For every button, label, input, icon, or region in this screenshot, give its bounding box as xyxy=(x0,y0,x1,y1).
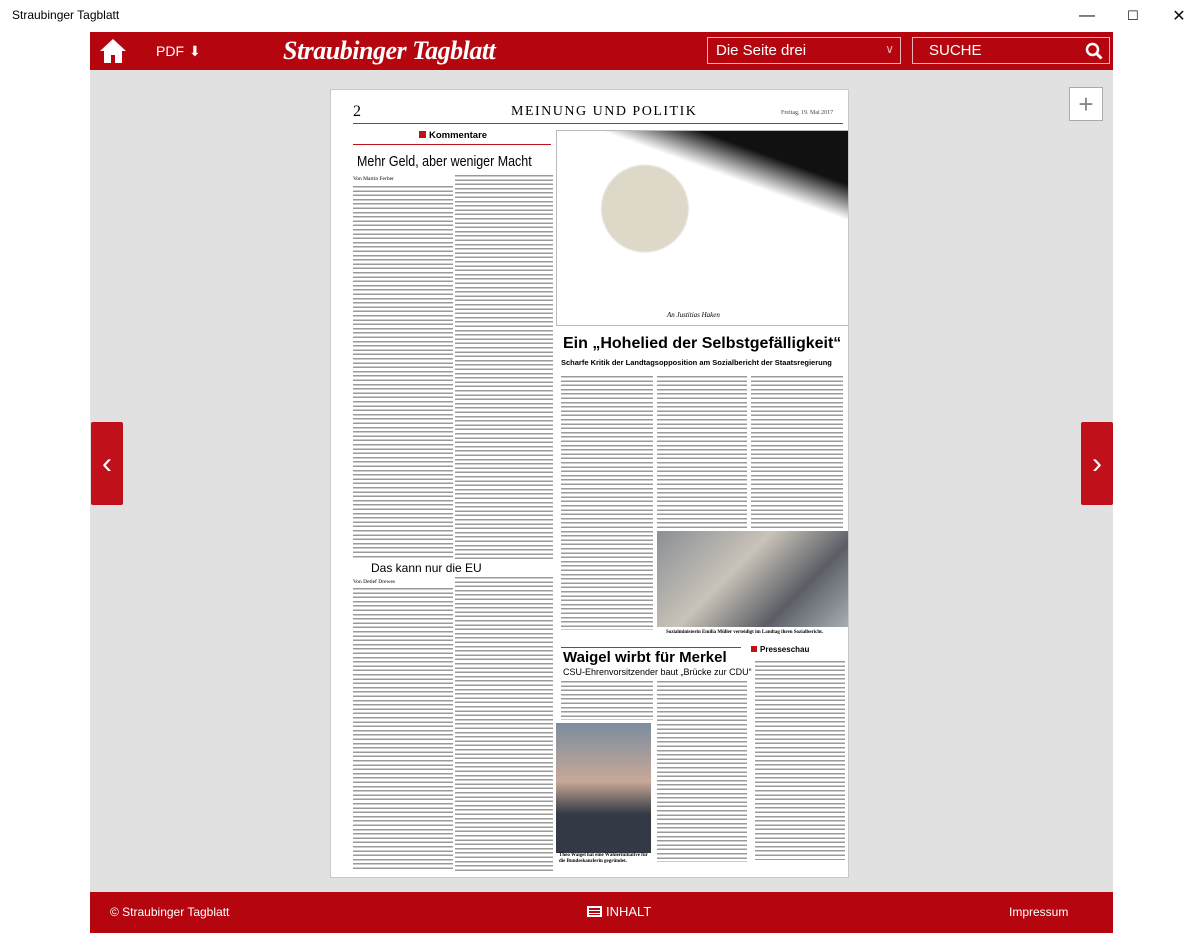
inhalt-label: INHALT xyxy=(606,904,652,919)
photo-landtag xyxy=(657,531,849,627)
chevron-right-icon: › xyxy=(1092,446,1102,480)
copyright: © Straubinger Tagblatt xyxy=(110,905,230,919)
impressum-link[interactable]: Impressum xyxy=(1009,905,1069,919)
headline-kommentar-1[interactable]: Mehr Geld, aber weniger Macht xyxy=(357,154,532,170)
subheadline-main: Scharfe Kritik der Landtagsopposition am Sozialbericht der Staatsregierung xyxy=(561,358,832,367)
issue-date: Freitag, 19. Mai 2017 xyxy=(781,110,834,116)
search-icon xyxy=(1085,42,1103,60)
page-number: 2 xyxy=(353,103,361,120)
newspaper-page[interactable] xyxy=(330,89,849,878)
pdf-download-button[interactable] xyxy=(156,43,201,60)
minimize-button[interactable]: — xyxy=(1079,6,1095,24)
cartoon-caption: An Justitias Haken xyxy=(667,311,720,319)
chevron-down-icon: ∨ xyxy=(885,42,894,56)
home-icon xyxy=(99,38,127,64)
headline-kommentar-2[interactable]: Das kann nur die EU xyxy=(371,561,482,575)
next-page-button[interactable] xyxy=(1081,422,1113,505)
newspaper-icon xyxy=(587,906,602,917)
headline-main[interactable]: Ein „Hohelied der Selbstgefälligkeit“ xyxy=(563,335,842,352)
photo-caption: Theo Waigel hat eine Wählerinitiative für die Bundeskanzlerin gegründet. xyxy=(559,853,648,864)
window-title: Straubinger Tagblatt xyxy=(12,8,120,22)
window-titlebar xyxy=(0,0,1202,31)
cartoon-image xyxy=(556,130,849,326)
zoom-in-button[interactable] xyxy=(1069,87,1103,121)
kommentare-label: Kommentare xyxy=(419,130,487,141)
pdf-label: PDF xyxy=(156,43,184,59)
headline-waigel[interactable]: Waigel wirbt für Merkel xyxy=(563,649,727,666)
top-navigation-bar xyxy=(90,32,1113,70)
footer-bar xyxy=(90,892,1113,933)
photo-caption: Sozialministerin Emilia Müller verteidigt im Landtag ihren Sozialbericht. xyxy=(666,630,824,635)
section-select-value: Die Seite drei xyxy=(716,42,807,59)
previous-page-button[interactable] xyxy=(91,422,123,505)
maximize-button[interactable]: ☐ xyxy=(1127,7,1139,23)
search-button[interactable] xyxy=(912,37,1110,64)
section-select[interactable] xyxy=(707,37,901,64)
home-button[interactable] xyxy=(99,38,127,69)
close-button[interactable]: ✕ xyxy=(1172,7,1186,25)
author: Von Martin Ferber xyxy=(353,176,394,182)
logo: Straubinger Tagblatt xyxy=(283,36,496,65)
inhalt-button[interactable] xyxy=(587,904,651,919)
download-icon: ⬇ xyxy=(189,43,201,59)
subheadline-waigel: CSU-Ehrenvorsitzender baut „Brücke zur CDU“ xyxy=(563,667,752,677)
presseschau-label: Presseschau xyxy=(751,645,809,654)
plus-icon: + xyxy=(1078,88,1094,119)
chevron-left-icon: ‹ xyxy=(102,446,112,480)
section-title: MEINUNG UND POLITIK xyxy=(511,104,698,119)
author: Von Detlef Drewes xyxy=(353,579,396,585)
photo-waigel xyxy=(556,723,651,853)
search-label: SUCHE xyxy=(929,42,982,59)
